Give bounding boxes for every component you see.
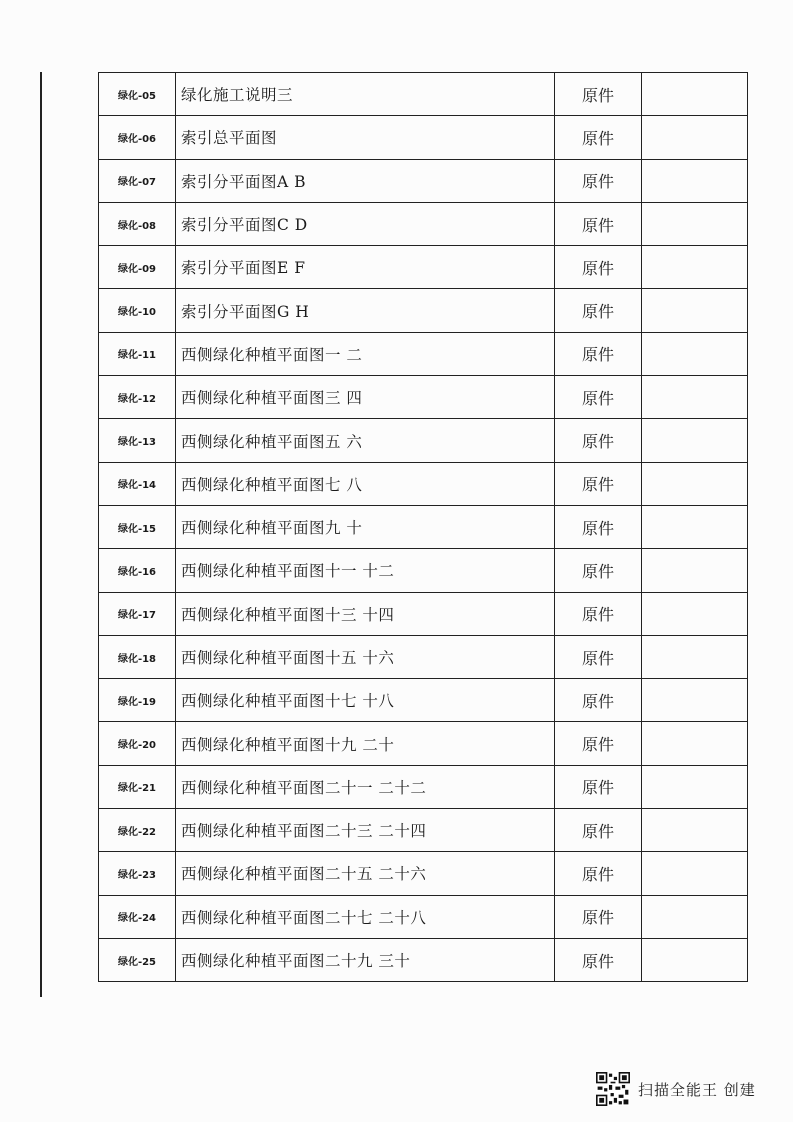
drawing-name-cell: 西侧绿化种植平面图七 八 [176,462,555,505]
note-cell [642,289,748,332]
note-cell [642,419,748,462]
table-row [99,159,748,202]
document-type-cell: 原件 [555,679,642,722]
drawing-code-cell: 绿化-10 [99,289,176,332]
table-row [99,592,748,635]
note-cell [642,938,748,981]
drawing-name-cell: 西侧绿化种植平面图二十一 二十二 [176,765,555,808]
table-row [99,73,748,116]
note-cell [642,679,748,722]
document-type-cell: 原件 [555,549,642,592]
drawing-name-cell: 西侧绿化种植平面图三 四 [176,376,555,419]
scanner-watermark [596,1068,756,1110]
note-cell [642,722,748,765]
drawing-name-cell: 西侧绿化种植平面图五 六 [176,419,555,462]
drawing-code-cell: 绿化-08 [99,202,176,245]
drawing-name-cell: 索引分平面图A B [176,159,555,202]
drawing-code-cell: 绿化-17 [99,592,176,635]
table-row [99,679,748,722]
document-type-cell: 原件 [555,765,642,808]
drawing-name-cell: 西侧绿化种植平面图一 二 [176,332,555,375]
drawing-code-cell: 绿化-14 [99,462,176,505]
drawing-code-cell: 绿化-09 [99,246,176,289]
note-cell [642,462,748,505]
drawing-name-cell: 西侧绿化种植平面图九 十 [176,505,555,548]
drawing-name-cell: 西侧绿化种植平面图二十九 三十 [176,938,555,981]
note-cell [642,852,748,895]
drawing-code-cell: 绿化-20 [99,722,176,765]
document-type-cell: 原件 [555,289,642,332]
drawing-code-cell: 绿化-25 [99,938,176,981]
drawing-code-cell: 绿化-18 [99,635,176,678]
drawing-code-cell: 绿化-13 [99,419,176,462]
table-row [99,895,748,938]
table-row [99,202,748,245]
drawing-code-cell: 绿化-06 [99,116,176,159]
drawing-name-cell: 索引分平面图E F [176,246,555,289]
table-row [99,462,748,505]
document-type-cell: 原件 [555,116,642,159]
drawing-code-cell: 绿化-07 [99,159,176,202]
document-type-cell: 原件 [555,895,642,938]
table-row [99,938,748,981]
binding-margin-line [40,72,42,997]
table-row [99,505,748,548]
note-cell [642,159,748,202]
document-type-cell: 原件 [555,376,642,419]
table-row [99,332,748,375]
table-row [99,419,748,462]
drawing-code-cell: 绿化-12 [99,376,176,419]
note-cell [642,809,748,852]
table-row [99,246,748,289]
drawing-name-cell: 西侧绿化种植平面图二十七 二十八 [176,895,555,938]
table-row [99,376,748,419]
table-row [99,765,748,808]
document-type-cell: 原件 [555,73,642,116]
table-row [99,289,748,332]
drawing-name-cell: 西侧绿化种植平面图十九 二十 [176,722,555,765]
drawing-name-cell: 绿化施工说明三 [176,73,555,116]
document-type-cell: 原件 [555,592,642,635]
drawing-code-cell: 绿化-11 [99,332,176,375]
note-cell [642,202,748,245]
note-cell [642,592,748,635]
note-cell [642,505,748,548]
table-row [99,722,748,765]
table-row [99,549,748,592]
drawing-name-cell: 索引分平面图C D [176,202,555,245]
drawing-name-cell: 索引总平面图 [176,116,555,159]
note-cell [642,376,748,419]
table-row [99,116,748,159]
document-type-cell: 原件 [555,722,642,765]
drawing-code-cell: 绿化-21 [99,765,176,808]
drawing-code-cell: 绿化-05 [99,73,176,116]
drawing-code-cell: 绿化-23 [99,852,176,895]
note-cell [642,765,748,808]
drawing-name-cell: 索引分平面图G H [176,289,555,332]
document-type-cell: 原件 [555,462,642,505]
drawing-name-cell: 西侧绿化种植平面图十五 十六 [176,635,555,678]
note-cell [642,246,748,289]
document-type-cell: 原件 [555,938,642,981]
table-row [99,635,748,678]
note-cell [642,116,748,159]
document-type-cell: 原件 [555,246,642,289]
drawing-name-cell: 西侧绿化种植平面图十一 十二 [176,549,555,592]
note-cell [642,549,748,592]
document-type-cell: 原件 [555,505,642,548]
watermark-text: 扫描全能王 创建 [638,1080,756,1099]
note-cell [642,73,748,116]
table-row [99,809,748,852]
drawing-code-cell: 绿化-16 [99,549,176,592]
drawing-code-cell: 绿化-19 [99,679,176,722]
document-type-cell: 原件 [555,809,642,852]
drawing-name-cell: 西侧绿化种植平面图十三 十四 [176,592,555,635]
document-type-cell: 原件 [555,332,642,375]
note-cell [642,635,748,678]
drawing-code-cell: 绿化-22 [99,809,176,852]
drawing-name-cell: 西侧绿化种植平面图十七 十八 [176,679,555,722]
drawing-code-cell: 绿化-24 [99,895,176,938]
document-type-cell: 原件 [555,852,642,895]
document-type-cell: 原件 [555,419,642,462]
drawing-code-cell: 绿化-15 [99,505,176,548]
document-type-cell: 原件 [555,635,642,678]
document-type-cell: 原件 [555,159,642,202]
note-cell [642,895,748,938]
drawing-list-body [99,73,748,982]
drawing-name-cell: 西侧绿化种植平面图二十五 二十六 [176,852,555,895]
document-type-cell: 原件 [555,202,642,245]
drawing-name-cell: 西侧绿化种植平面图二十三 二十四 [176,809,555,852]
drawing-list-table [98,72,748,982]
table-row [99,852,748,895]
note-cell [642,332,748,375]
qr-code-icon [596,1072,630,1106]
